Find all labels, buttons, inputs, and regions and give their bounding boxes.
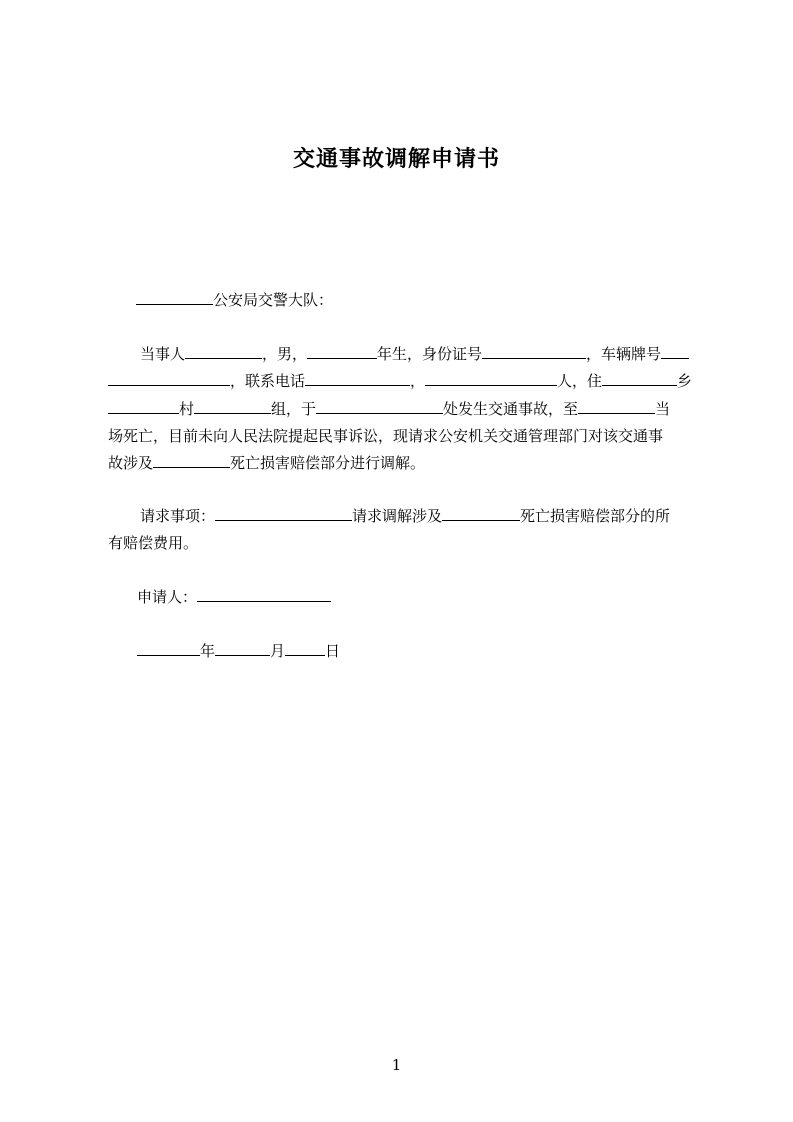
- gender-text: ，男，: [262, 345, 308, 363]
- date-line: [137, 641, 340, 661]
- party-line-1: [140, 344, 689, 364]
- village-label: 村: [179, 400, 195, 418]
- hometown-blank[interactable]: [425, 371, 557, 386]
- mediation-text: 死亡损害赔偿部分进行调解。: [230, 454, 426, 472]
- group-label: 组，于: [271, 400, 317, 418]
- line-end-text: 当: [655, 400, 671, 418]
- id-number-blank[interactable]: [482, 344, 586, 359]
- birth-year-blank[interactable]: [307, 344, 377, 359]
- applicant-label: 申请人：: [137, 588, 198, 606]
- comma-text: ，: [410, 372, 426, 390]
- plate-number-blank-start[interactable]: [661, 344, 689, 359]
- group-blank[interactable]: [194, 399, 271, 414]
- phone-label: ，联系电话: [230, 372, 306, 390]
- party-name-blank[interactable]: [185, 344, 262, 359]
- request-label: 请求事项：: [140, 507, 216, 525]
- bureau-name-blank[interactable]: [136, 290, 213, 305]
- party-line-5: [108, 453, 425, 473]
- party-line-3: [108, 399, 670, 419]
- township-blank[interactable]: [602, 371, 677, 386]
- page-number: 1: [391, 1056, 402, 1074]
- request-deceased-blank[interactable]: [442, 506, 520, 521]
- year-blank[interactable]: [137, 641, 200, 656]
- involved-label: 故涉及: [108, 454, 154, 472]
- day-label: 日: [325, 642, 341, 660]
- deceased-name-blank[interactable]: [578, 399, 655, 414]
- party-line-2: [108, 371, 692, 391]
- request-text-end: 死亡损害赔偿部分的所: [520, 507, 671, 525]
- month-blank[interactable]: [215, 641, 270, 656]
- year-label: 年: [200, 642, 216, 660]
- village-blank[interactable]: [108, 399, 179, 414]
- request-party-blank[interactable]: [215, 506, 352, 521]
- request-text: 请求调解涉及: [352, 507, 443, 525]
- involved-person-blank[interactable]: [153, 453, 230, 468]
- addressee-suffix: 公安局交警大队：: [213, 291, 334, 309]
- accident-text: 处发生交通事故，至: [443, 400, 579, 418]
- request-line-2: 有赔偿费用。: [108, 534, 199, 552]
- request-line-1: [140, 506, 670, 526]
- township-label: 乡: [677, 372, 693, 390]
- phone-blank[interactable]: [305, 371, 410, 386]
- addressee-line: [136, 290, 333, 310]
- document-title: 交通事故调解申请书: [292, 147, 500, 172]
- id-number-label: 年生，身份证号: [377, 345, 483, 363]
- day-blank[interactable]: [285, 641, 325, 656]
- party-label: 当事人: [140, 345, 186, 363]
- plate-number-blank[interactable]: [108, 371, 230, 386]
- party-line-4: 场死亡，目前未向人民法院提起民事诉讼，现请求公安机关交通管理部门对该交通事: [108, 427, 664, 445]
- residence-label: 人，住: [557, 372, 603, 390]
- accident-place-blank[interactable]: [316, 399, 443, 414]
- month-label: 月: [270, 642, 286, 660]
- applicant-line: [137, 587, 331, 607]
- applicant-signature-blank[interactable]: [197, 587, 331, 602]
- plate-number-label: ，车辆牌号: [586, 345, 662, 363]
